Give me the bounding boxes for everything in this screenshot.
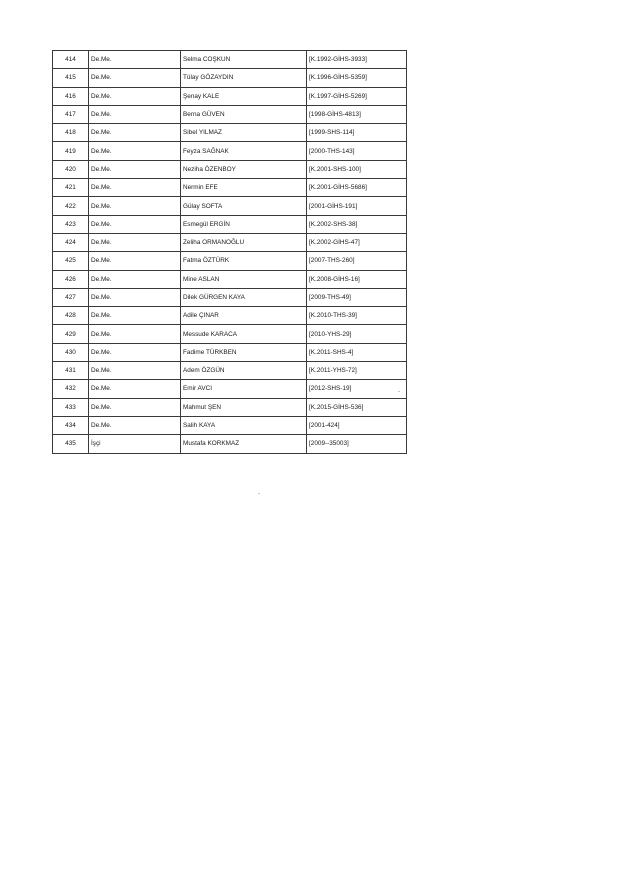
registry-code-cell: [K.2015-GİHS-536] bbox=[307, 398, 407, 416]
row-number-cell: 419 bbox=[53, 142, 89, 160]
staff-title-cell: De.Me. bbox=[89, 215, 181, 233]
person-name-cell: Emir AVCI bbox=[181, 380, 307, 398]
table-row bbox=[53, 124, 407, 142]
registry-code-cell: [K.2002-SHS-38] bbox=[307, 215, 407, 233]
row-number-cell: 420 bbox=[53, 160, 89, 178]
table-row bbox=[53, 307, 407, 325]
person-name-cell: Neziha ÖZENBOY bbox=[181, 160, 307, 178]
registry-code-cell: [2009--35003] bbox=[307, 435, 407, 453]
staff-title-cell: De.Me. bbox=[89, 69, 181, 87]
row-number-cell: 427 bbox=[53, 288, 89, 306]
staff-title-cell: De.Me. bbox=[89, 179, 181, 197]
table-row bbox=[53, 142, 407, 160]
table-row bbox=[53, 288, 407, 306]
person-name-cell: Adem ÖZGÜN bbox=[181, 362, 307, 380]
person-name-cell: Mahmut ŞEN bbox=[181, 398, 307, 416]
registry-code-cell: [K.2002-GİHS-47] bbox=[307, 233, 407, 251]
person-name-cell: Selma COŞKUN bbox=[181, 51, 307, 69]
person-name-cell: Salih KAYA bbox=[181, 416, 307, 434]
table-body bbox=[53, 51, 407, 454]
staff-title-cell: De.Me. bbox=[89, 105, 181, 123]
table-row bbox=[53, 252, 407, 270]
person-name-cell: Şenay KALE bbox=[181, 87, 307, 105]
table-row bbox=[53, 362, 407, 380]
table-row bbox=[53, 179, 407, 197]
person-name-cell: Nermin EFE bbox=[181, 179, 307, 197]
registry-code-cell: [1999-SHS-114] bbox=[307, 124, 407, 142]
person-name-cell: Tülay GÖZAYDIN bbox=[181, 69, 307, 87]
registry-code-cell: [K.2011-SHS-4] bbox=[307, 343, 407, 361]
registry-code-cell: [K.2001-GİHS-5686] bbox=[307, 179, 407, 197]
person-name-cell: Dilek GÜRGEN KAYA bbox=[181, 288, 307, 306]
registry-code-cell: [K.1992-GİHS-3933] bbox=[307, 51, 407, 69]
registry-code-cell: [2007-THS-260] bbox=[307, 252, 407, 270]
table-row bbox=[53, 215, 407, 233]
table-row bbox=[53, 343, 407, 361]
registry-code-cell: [2001-424] bbox=[307, 416, 407, 434]
staff-title-cell: De.Me. bbox=[89, 142, 181, 160]
table-row bbox=[53, 51, 407, 69]
registry-code-cell: [K.2011-YHS-72] bbox=[307, 362, 407, 380]
table-row bbox=[53, 270, 407, 288]
table-row bbox=[53, 197, 407, 215]
table-row bbox=[53, 87, 407, 105]
row-number-cell: 418 bbox=[53, 124, 89, 142]
registry-code-cell: [2010-YHS-29] bbox=[307, 325, 407, 343]
table-row bbox=[53, 416, 407, 434]
person-name-cell: Sibel YILMAZ bbox=[181, 124, 307, 142]
staff-title-cell: İşçi bbox=[89, 435, 181, 453]
registry-code-cell: [K.2008-GİHS-16] bbox=[307, 270, 407, 288]
row-number-cell: 421 bbox=[53, 179, 89, 197]
row-number-cell: 432 bbox=[53, 380, 89, 398]
staff-title-cell: De.Me. bbox=[89, 197, 181, 215]
registry-code-cell: [2001-GİHS-191] bbox=[307, 197, 407, 215]
registry-code-cell: [K.1997-GİHS-5269] bbox=[307, 87, 407, 105]
table-row bbox=[53, 435, 407, 453]
staff-title-cell: De.Me. bbox=[89, 380, 181, 398]
person-name-cell: Zeliha ORMANOĞLU bbox=[181, 233, 307, 251]
personnel-table bbox=[52, 50, 407, 454]
staff-title-cell: De.Me. bbox=[89, 51, 181, 69]
person-name-cell: Messude KARACA bbox=[181, 325, 307, 343]
person-name-cell: Berna GÜVEN bbox=[181, 105, 307, 123]
person-name-cell: Esmegül ERGİN bbox=[181, 215, 307, 233]
table-row bbox=[53, 160, 407, 178]
person-name-cell: Mustafa KORKMAZ bbox=[181, 435, 307, 453]
row-number-cell: 425 bbox=[53, 252, 89, 270]
table-row bbox=[53, 325, 407, 343]
staff-title-cell: De.Me. bbox=[89, 87, 181, 105]
table-row bbox=[53, 105, 407, 123]
person-name-cell: Adile ÇINAR bbox=[181, 307, 307, 325]
registry-code-cell: [1998-GİHS-4813] bbox=[307, 105, 407, 123]
staff-title-cell: De.Me. bbox=[89, 416, 181, 434]
row-number-cell: 415 bbox=[53, 69, 89, 87]
row-number-cell: 435 bbox=[53, 435, 89, 453]
staff-title-cell: De.Me. bbox=[89, 252, 181, 270]
row-number-cell: 423 bbox=[53, 215, 89, 233]
staff-title-cell: De.Me. bbox=[89, 362, 181, 380]
row-number-cell: 433 bbox=[53, 398, 89, 416]
row-number-cell: 417 bbox=[53, 105, 89, 123]
scan-speck bbox=[258, 493, 260, 494]
person-name-cell: Gülay SOFTA bbox=[181, 197, 307, 215]
row-number-cell: 430 bbox=[53, 343, 89, 361]
registry-code-cell: [K.1996-GİHS-5359] bbox=[307, 69, 407, 87]
row-number-cell: 416 bbox=[53, 87, 89, 105]
person-name-cell: Fadime TÜRKBEN bbox=[181, 343, 307, 361]
registry-code-cell: [K.2001-SHS-100] bbox=[307, 160, 407, 178]
staff-title-cell: De.Me. bbox=[89, 343, 181, 361]
staff-title-cell: De.Me. bbox=[89, 270, 181, 288]
row-number-cell: 431 bbox=[53, 362, 89, 380]
row-number-cell: 428 bbox=[53, 307, 89, 325]
staff-title-cell: De.Me. bbox=[89, 124, 181, 142]
registry-code-cell: [K.2010-THS-39] bbox=[307, 307, 407, 325]
table-row bbox=[53, 380, 407, 398]
staff-title-cell: De.Me. bbox=[89, 398, 181, 416]
row-number-cell: 429 bbox=[53, 325, 89, 343]
staff-title-cell: De.Me. bbox=[89, 288, 181, 306]
scan-speck bbox=[398, 391, 400, 392]
person-name-cell: Fatma ÖZTÜRK bbox=[181, 252, 307, 270]
staff-title-cell: De.Me. bbox=[89, 325, 181, 343]
person-name-cell: Feyza SAĞNAK bbox=[181, 142, 307, 160]
person-name-cell: Mine ASLAN bbox=[181, 270, 307, 288]
row-number-cell: 426 bbox=[53, 270, 89, 288]
row-number-cell: 422 bbox=[53, 197, 89, 215]
row-number-cell: 434 bbox=[53, 416, 89, 434]
registry-code-cell: [2000-THS-143] bbox=[307, 142, 407, 160]
staff-title-cell: De.Me. bbox=[89, 307, 181, 325]
row-number-cell: 424 bbox=[53, 233, 89, 251]
staff-title-cell: De.Me. bbox=[89, 160, 181, 178]
table-row bbox=[53, 398, 407, 416]
row-number-cell: 414 bbox=[53, 51, 89, 69]
table-row bbox=[53, 233, 407, 251]
registry-code-cell: [2009-THS-49] bbox=[307, 288, 407, 306]
registry-code-cell: [2012-SHS-19] bbox=[307, 380, 407, 398]
staff-title-cell: De.Me. bbox=[89, 233, 181, 251]
table-row bbox=[53, 69, 407, 87]
